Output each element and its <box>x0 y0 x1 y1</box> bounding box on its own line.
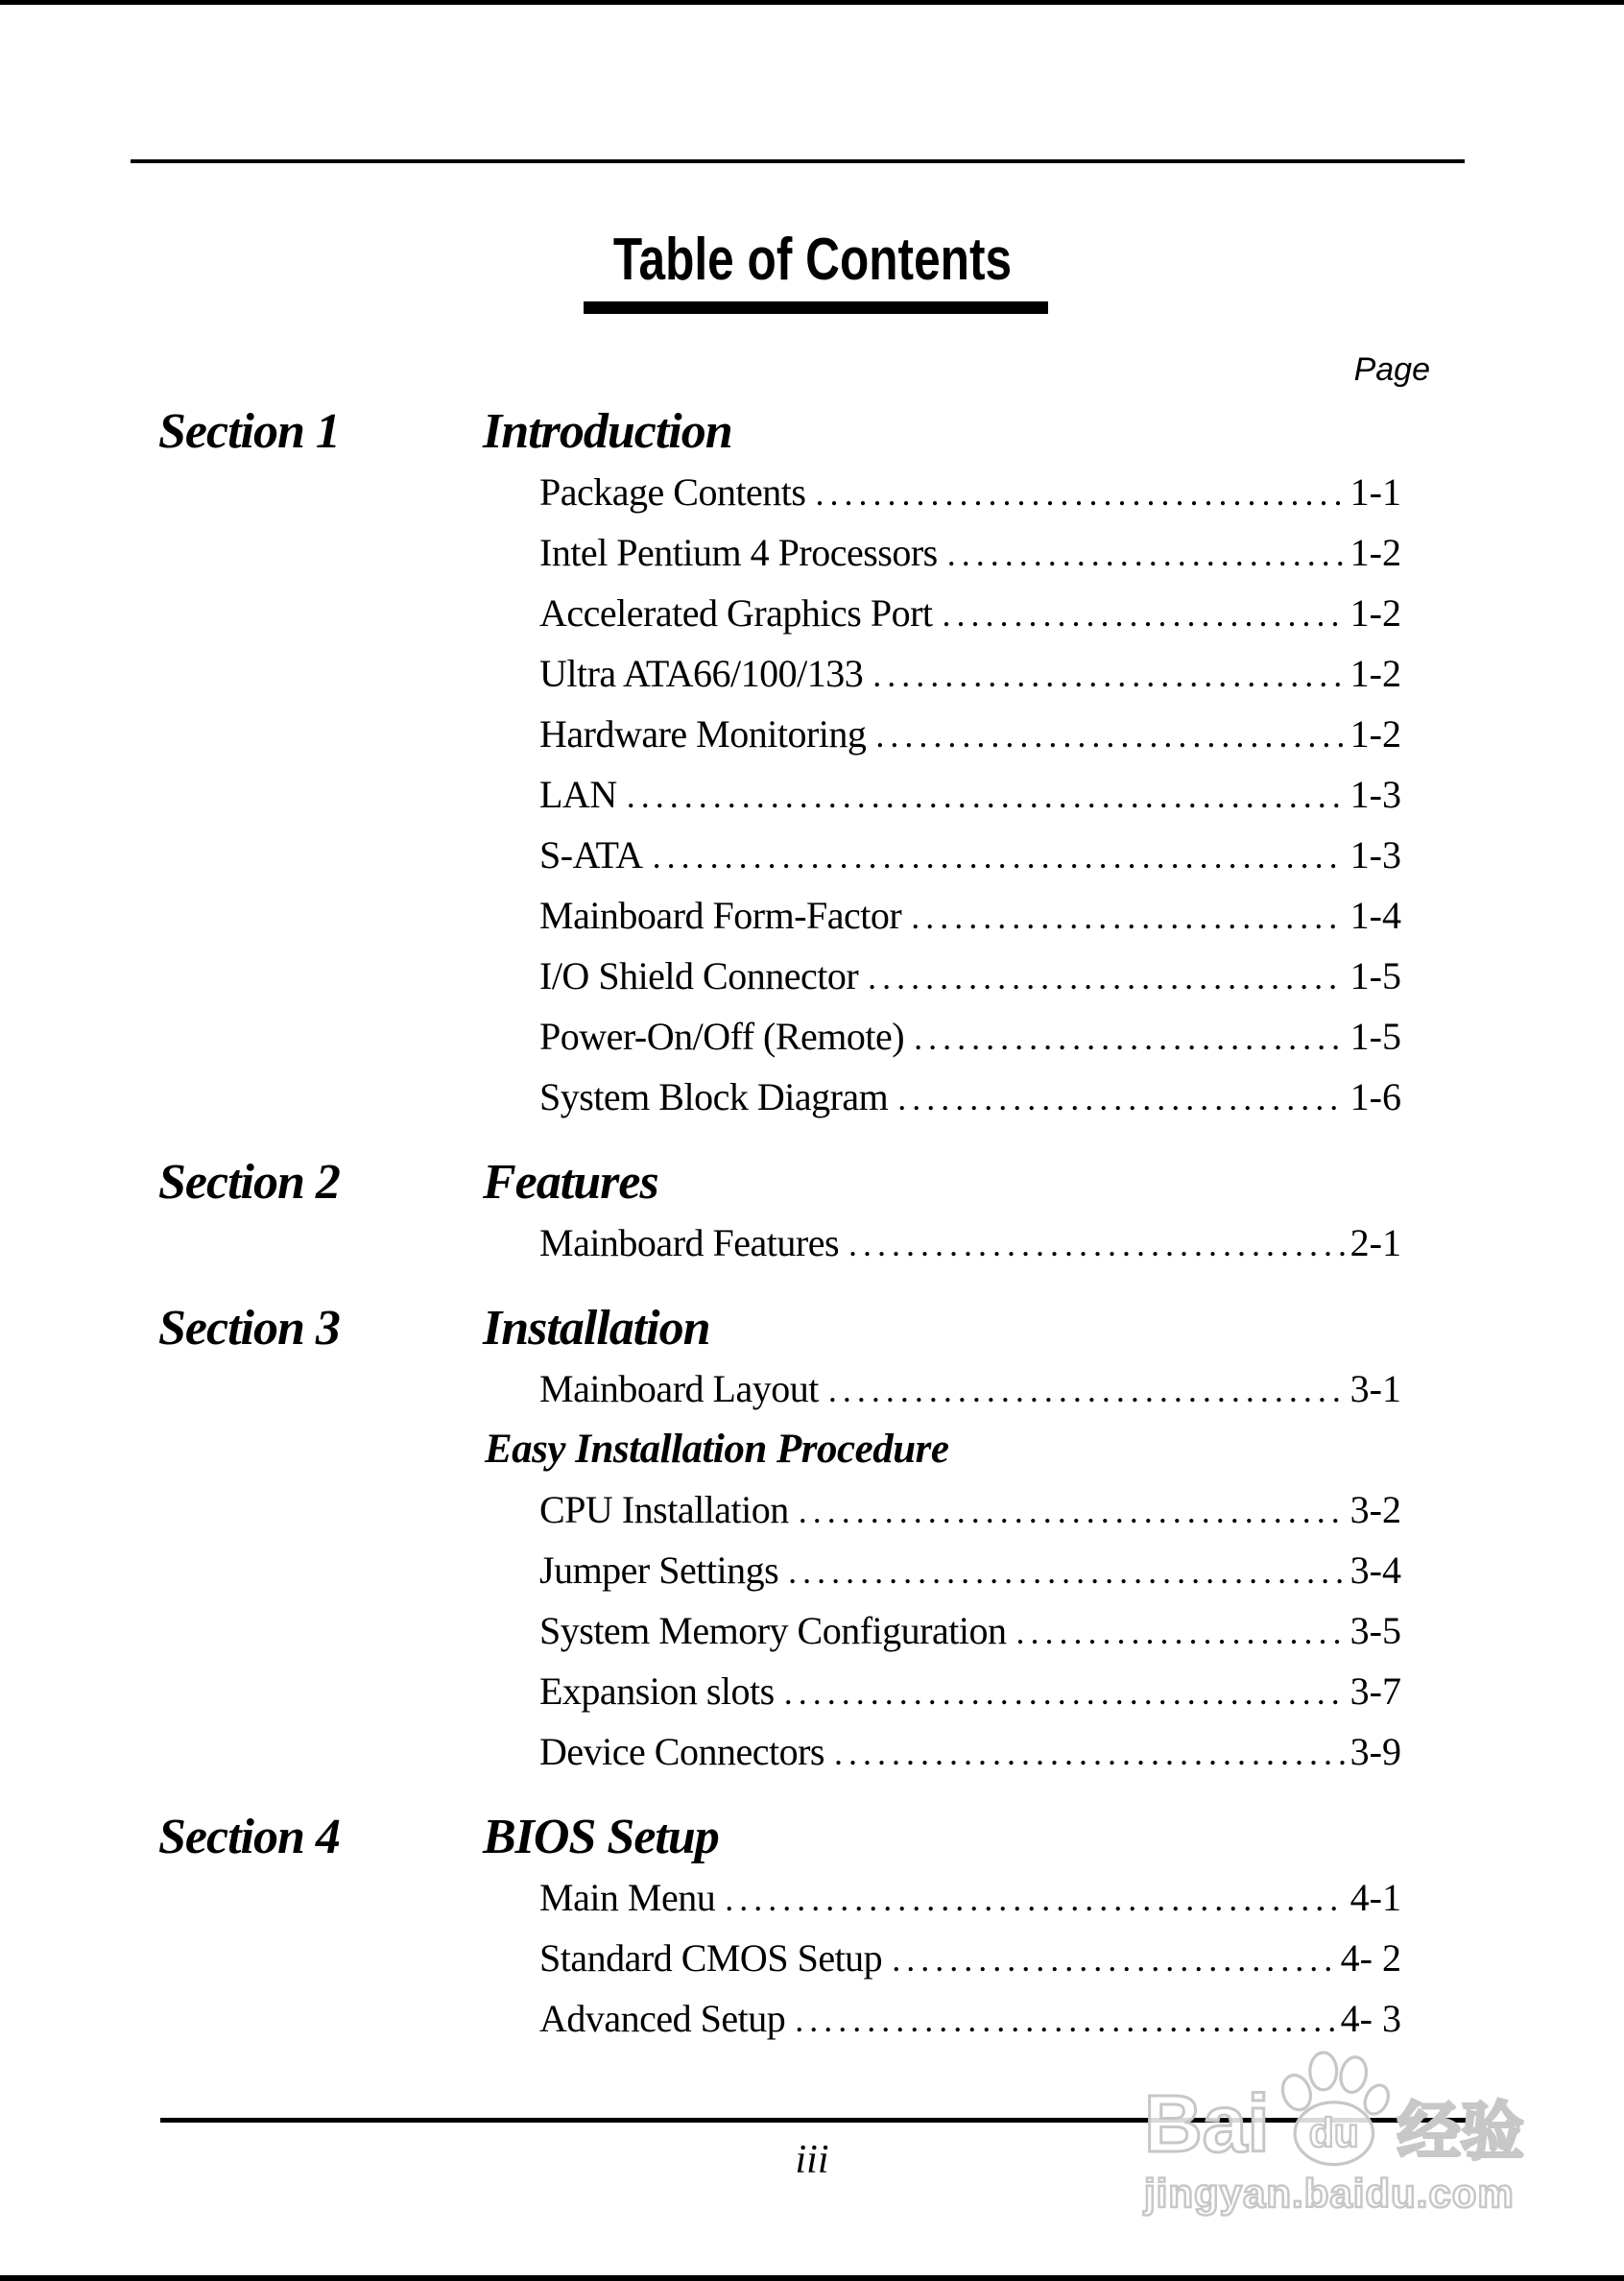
page-column-label: Page <box>1353 351 1430 388</box>
entry-page-number: 1-5 <box>1349 954 1401 997</box>
dot-leader <box>875 706 1344 766</box>
section-title: Installation <box>483 1301 710 1356</box>
entry-page-number: 1-2 <box>1349 652 1401 695</box>
baidu-paw-du-text: du <box>1308 2110 1359 2157</box>
toc-row-entry <box>539 643 1401 704</box>
entry-label: Standard CMOS Setup <box>539 1936 883 1980</box>
title-underline <box>584 301 1048 314</box>
page-title-text: Table of Contents <box>612 227 1012 293</box>
dot-leader <box>784 1663 1345 1723</box>
entry-label: CPU Installation <box>539 1488 789 1531</box>
dot-leader <box>897 1068 1344 1129</box>
toc-row-entry <box>539 1661 1401 1721</box>
footer-page-number: iii <box>795 2138 829 2182</box>
header-rule <box>131 159 1465 163</box>
entry-page-number: 3-7 <box>1349 1669 1401 1713</box>
entry-label: Intel Pentium 4 Processors <box>539 531 938 574</box>
entry-label: Jumper Settings <box>539 1549 779 1592</box>
baidu-watermark-url: jingyan.baidu.com <box>1144 2171 1515 2216</box>
dot-leader <box>799 1481 1345 1542</box>
entry-page-number: 1-6 <box>1349 1075 1401 1118</box>
toc-row-entry <box>539 885 1401 946</box>
scan-edge-bottom <box>0 2275 1624 2281</box>
entry-page-number: 3-4 <box>1349 1549 1401 1592</box>
dot-leader <box>872 645 1344 706</box>
toc-row-entry <box>539 1479 1401 1540</box>
baidu-brand-text: Bai <box>1144 2078 1270 2170</box>
toc-row-entry <box>539 1540 1401 1600</box>
entry-page-number: 1-1 <box>1349 470 1401 514</box>
toc-row-entry <box>539 1600 1401 1661</box>
toc-row-entry <box>539 1928 1401 1988</box>
dot-leader <box>892 1930 1334 1990</box>
entry-page-number: 3-5 <box>1349 1609 1401 1652</box>
section-label: Section 4 <box>158 1810 340 1864</box>
scan-edge-top <box>0 0 1624 5</box>
entry-label: Hardware Monitoring <box>539 712 867 756</box>
dot-leader <box>725 1869 1344 1930</box>
entry-page-number: 3-9 <box>1349 1730 1401 1773</box>
section-label: Section 3 <box>158 1301 340 1356</box>
dot-leader <box>627 766 1345 827</box>
toc-row-entry <box>539 583 1401 643</box>
entry-label: Power-On/Off (Remote) <box>539 1015 905 1058</box>
baidu-watermark <box>1144 2033 1524 2217</box>
entry-page-number: 1-2 <box>1349 531 1401 574</box>
toc-row-entry <box>539 462 1401 522</box>
baidu-jingyan-characters: 经验 <box>1397 2096 1524 2167</box>
entry-page-number: 2-1 <box>1349 1221 1401 1264</box>
dot-leader <box>943 585 1345 645</box>
toc-row-subheading <box>0 1419 1624 1479</box>
entry-label: Advanced Setup <box>539 1997 786 2040</box>
section-label: Section 1 <box>158 404 340 459</box>
toc-row-entry <box>539 1358 1401 1419</box>
entry-label: Mainboard Features <box>539 1221 840 1264</box>
section-label: Section 2 <box>158 1155 340 1210</box>
toc-row-section <box>0 401 1624 462</box>
entry-label: S-ATA <box>539 833 643 876</box>
entry-page-number: 1-2 <box>1349 712 1401 756</box>
entry-page-number: 1-5 <box>1349 1015 1401 1058</box>
entry-label: Device Connectors <box>539 1730 824 1773</box>
entry-page-number: 4- 2 <box>1340 1936 1401 1980</box>
dot-leader <box>911 887 1344 948</box>
dot-leader <box>816 464 1345 524</box>
entry-label: I/O Shield Connector <box>539 954 859 997</box>
toc-row-entry <box>539 1067 1401 1127</box>
toc-row-section <box>0 1807 1624 1867</box>
dot-leader <box>653 827 1345 887</box>
dot-leader <box>848 1214 1345 1275</box>
entry-label: LAN <box>539 773 617 816</box>
baidu-watermark-logo <box>1144 2033 1524 2170</box>
toc-row-entry <box>539 1006 1401 1067</box>
dot-leader <box>914 1008 1345 1068</box>
entry-label: Package Contents <box>539 470 806 514</box>
toc-row-section <box>0 1152 1624 1213</box>
section-title: Features <box>483 1155 658 1210</box>
entry-page-number: 1-3 <box>1349 833 1401 876</box>
entry-page-number: 1-3 <box>1349 773 1401 816</box>
dot-leader <box>868 948 1345 1008</box>
entry-label: Mainboard Layout <box>539 1367 819 1410</box>
entry-label: Expansion slots <box>539 1669 775 1713</box>
dot-leader <box>788 1542 1345 1602</box>
entry-label: Accelerated Graphics Port <box>539 591 933 635</box>
toc-row-entry <box>539 1213 1401 1273</box>
entry-page-number: 4-1 <box>1349 1876 1401 1919</box>
entry-page-number: 1-4 <box>1349 894 1401 937</box>
entry-page-number: 1-2 <box>1349 591 1401 635</box>
section-title: BIOS Setup <box>483 1810 719 1864</box>
subheading-label: Easy Installation Procedure <box>485 1427 949 1472</box>
toc-row-entry <box>539 1867 1401 1928</box>
toc-row-entry <box>539 946 1401 1006</box>
section-title: Introduction <box>483 404 732 459</box>
toc-row-entry <box>539 522 1401 583</box>
entry-page-number: 3-1 <box>1349 1367 1401 1410</box>
entry-label: Mainboard Form-Factor <box>539 894 902 937</box>
toc-list <box>0 376 1624 2049</box>
dot-leader <box>834 1723 1345 1784</box>
dot-leader <box>947 524 1345 585</box>
entry-label: System Block Diagram <box>539 1075 889 1118</box>
toc-row-entry <box>539 1721 1401 1782</box>
dot-leader <box>828 1360 1345 1421</box>
toc-row-section <box>0 1298 1624 1358</box>
entry-page-number: 4- 3 <box>1340 1997 1401 2040</box>
entry-label: Ultra ATA66/100/133 <box>539 652 864 695</box>
entry-label: System Memory Configuration <box>539 1609 1007 1652</box>
baidu-paw-icon <box>1272 2044 1392 2169</box>
toc-row-entry <box>539 764 1401 825</box>
page-title <box>0 227 1624 294</box>
toc-row-entry <box>539 704 1401 764</box>
toc-row-entry <box>539 825 1401 885</box>
entry-label: Main Menu <box>539 1876 716 1919</box>
entry-page-number: 3-2 <box>1349 1488 1401 1531</box>
dot-leader <box>1015 1602 1344 1663</box>
